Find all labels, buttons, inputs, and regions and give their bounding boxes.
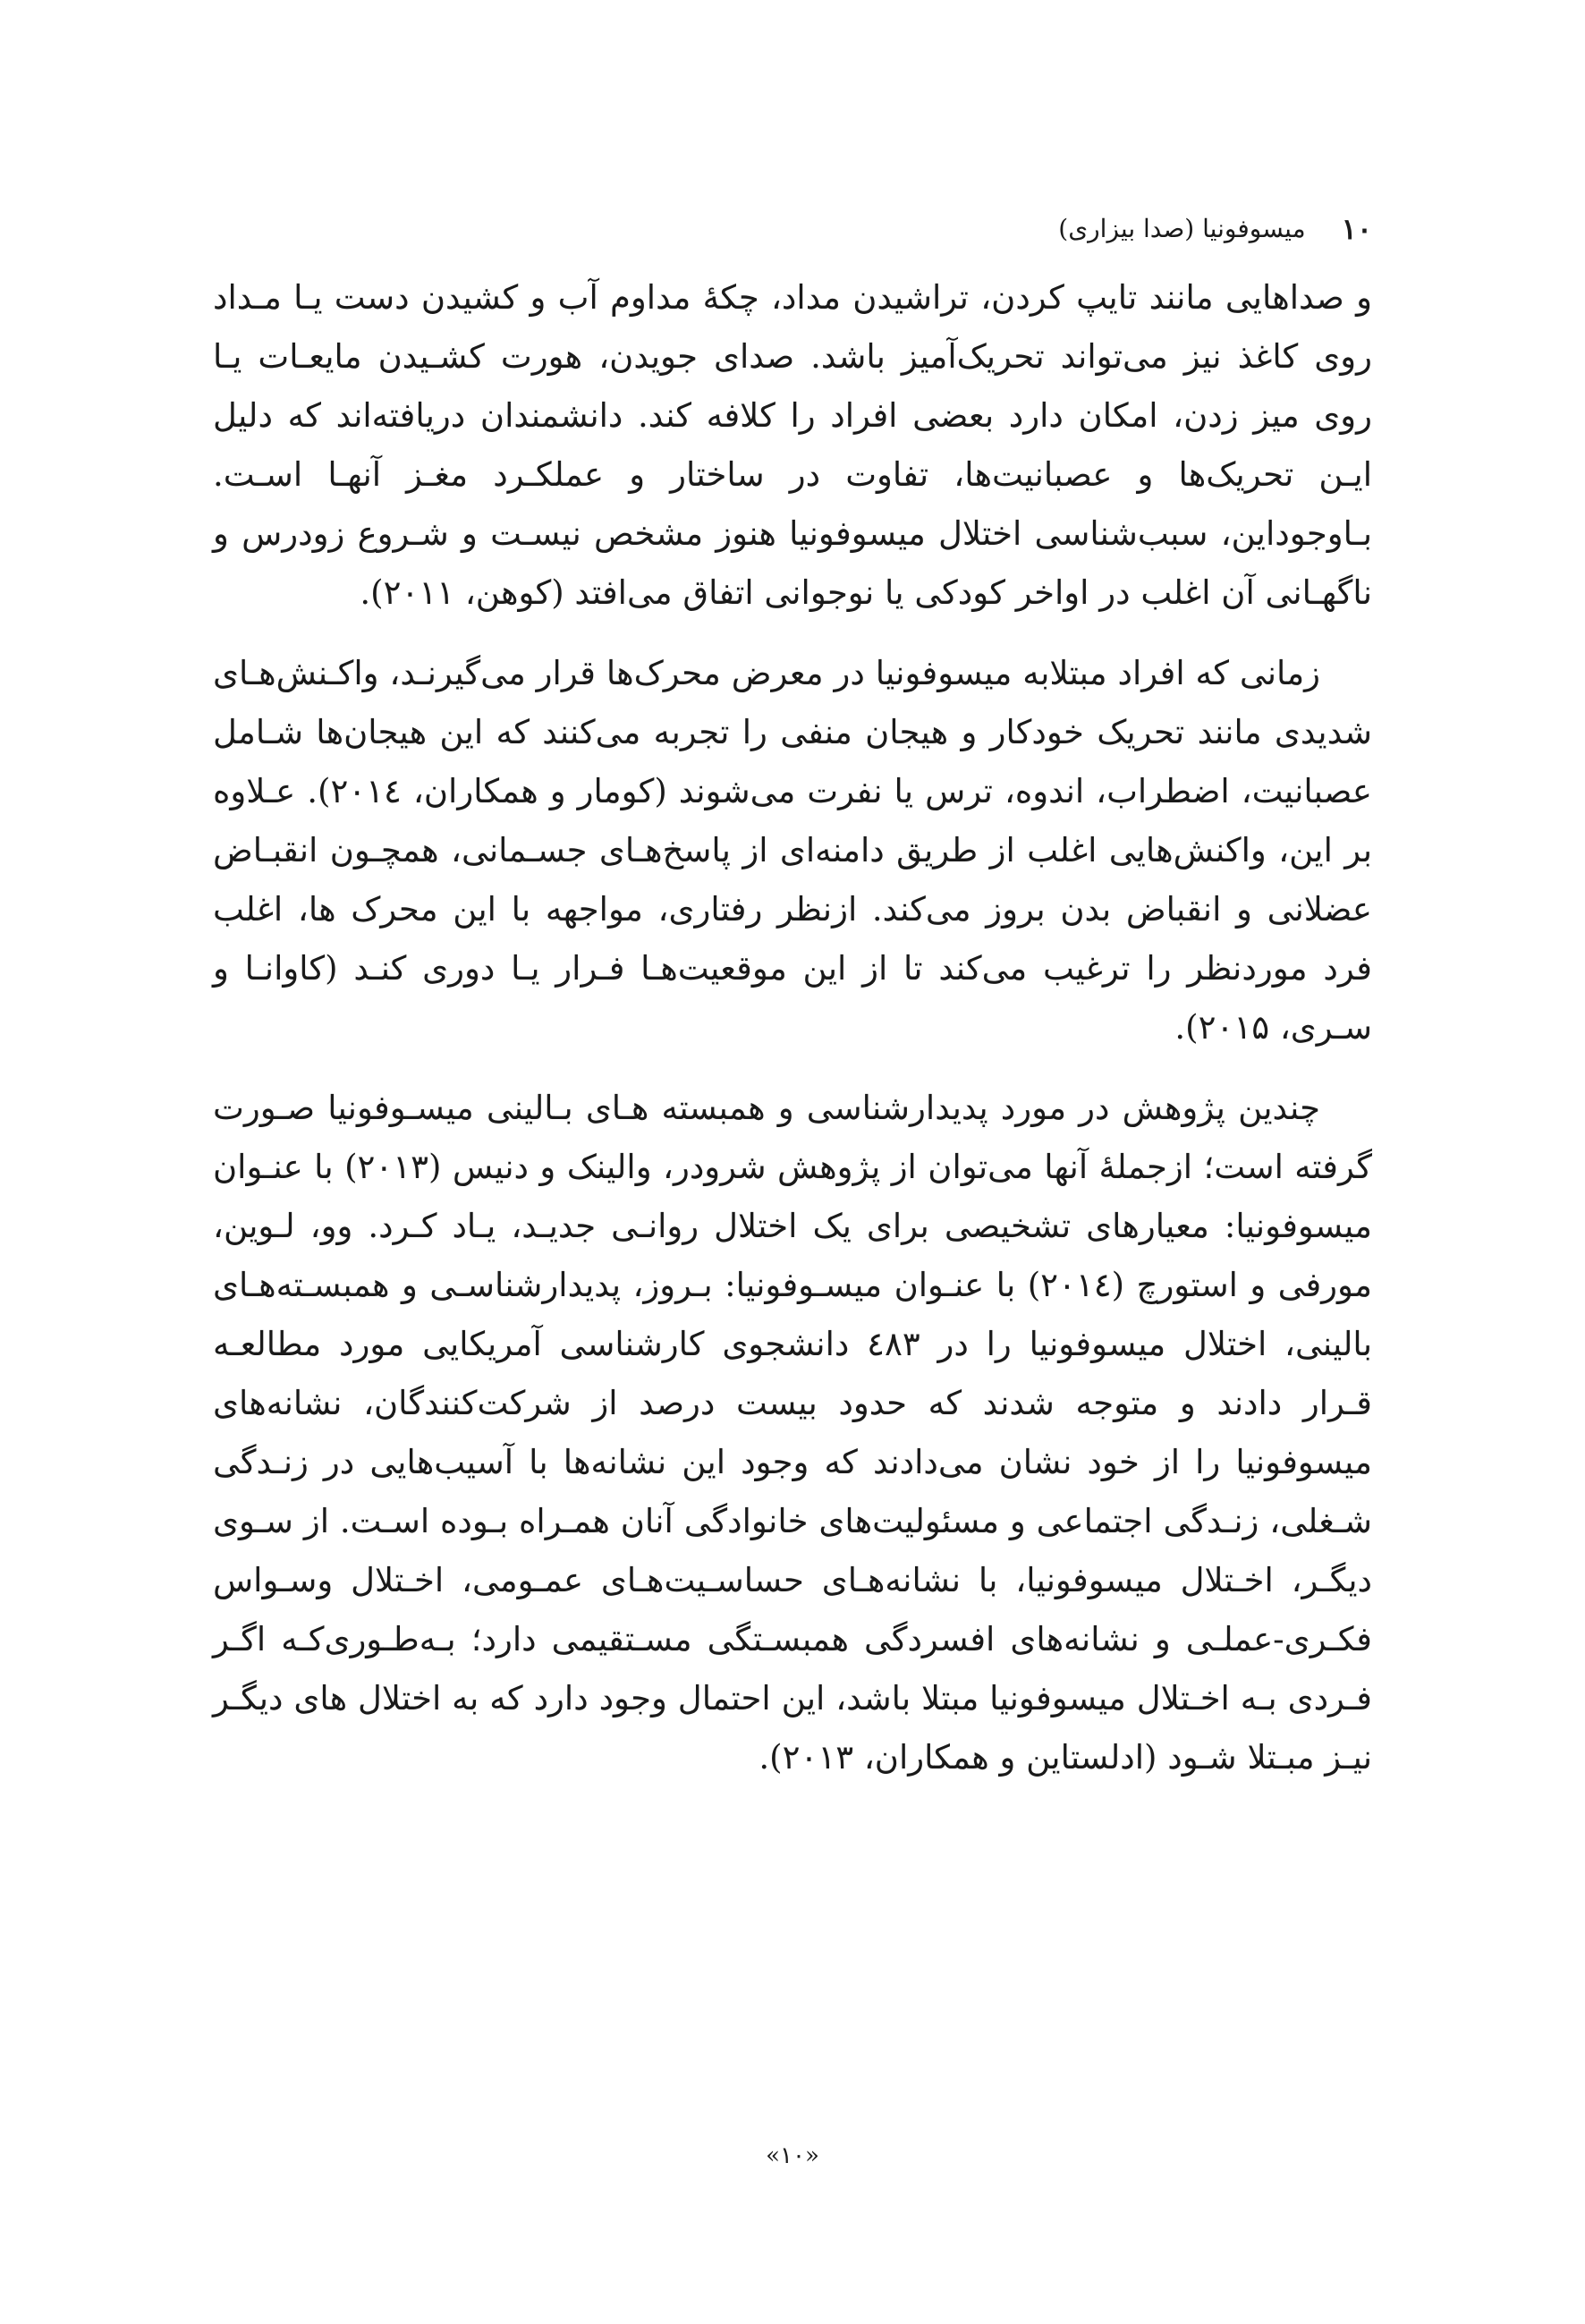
paragraph-1: و صداهایی مانند تایپ کردن، تراشیدن مداد، چکهٔ مداوم آب و کشیدن دست یـا مـداد روی کاغذ نیز می‌تواند تحریک‌آمیز باشد. صدای جویدن، هورت کشـیدن مایعـات یـا روی میز زدن، امکان دارد بعضی افراد را کلافه کند. دانشمندان دریافته‌اند که دلیل ایـن تحریک‌ها و عصبانیت‌ها، تفاوت در ساختار و عملکـرد مغـز آنهـا اسـت. بـاوجوداین، سبب‌شناسی اختلال میسوفونیا هنوز مشخص نیسـت و شـروع زودرس و ناگهـانی آن اغلب در اواخر کودکی یا نوجوانی اتفاق می‌افتد (کوهن، ۲۰۱۱). xyxy=(213,278,1372,612)
header-book-title: میسوفونیا (صدا بیزاری) xyxy=(1058,214,1306,243)
body-text xyxy=(213,268,1372,1809)
running-header xyxy=(213,202,1372,256)
paragraph-2: زمانی که افراد مبتلابه میسوفونیا در معرض محرک‌ها قرار می‌گیرنـد، واکـنش‌هـای شدیدی مانند تحریک خودکار و هیجان منفی را تجربه می‌کنند که این هیجان‌ها شـامل عصبانیت، اضطراب، اندوه، ترس یا نفرت می‌شوند (کومار و همکاران، ۲۰۱٤). عـلاوه بر این، واکنش‌هایی اغلب از طریق دامنه‌ای از پاسخ‌هـای جسـمانی، همچـون انقبـاض عضلانی و انقباض بدن بروز می‌کند. ازنظر رفتاری، مواجهه با این محرک ها، اغلب فرد موردنظر را ترغیب می‌کند تا از این موقعیت‌هـا فـرار یـا دوری کنـد (کاوانـا و سـری، ۲۰۱۵). xyxy=(213,654,1372,1047)
footer-page-number: «۱۰» xyxy=(766,2142,819,2169)
paragraph-3: چندین پژوهش در مورد پدیدارشناسی و همبسته هـای بـالینی میسـوفونیا صـورت گرفته است؛ ازجملهٔ آنها می‌توان از پژوهش شرودر، والینک و دنیس (۲۰۱۳) با عنـوان میسوفونیا: معیارهای تشخیصی برای یک اختلال روانـی جدیـد، یـاد کـرد. وو، لـوین، مورفی و استورچ (۲۰۱٤) با عنـوان میسـوفونیا: بـروز، پدیدارشناسـی و همبسـته‌هـای بالینی، اختلال میسوفونیا را در ٤۸۳ دانشجوی کارشناسی آمریکایی مورد مطالعـه قـرار دادند و متوجه شدند که حدود بیست درصد از شرکت‌کنندگان، نشانه‌های میسوفونیا را از خود نشان می‌دادند که وجود این نشانه‌ها با آسیب‌هایی در زنـدگی شـغلی، زنـدگی اجتماعی و مسئولیت‌های خانوادگی آنان همـراه بـوده اسـت. از سـوی دیگـر، اخـتلال میسوفونیا، با نشانه‌هـای حساسـیت‌هـای عمـومی، اخـتلال وسـواس فکـری-عملـی و نشانه‌های افسردگی همبسـتگی مسـتقیمی دارد؛ بـه‌طـوری‌کـه اگـر فـردی بـه اخـتلال میسوفونیا مبتلا باشد، این احتمال وجود دارد که به اختلال های دیگـر نیـز مبـتلا شـود (ادلستاین و همکاران، ۲۰۱۳). xyxy=(213,1089,1372,1777)
header-page-number: ۱۰ xyxy=(1341,212,1372,246)
